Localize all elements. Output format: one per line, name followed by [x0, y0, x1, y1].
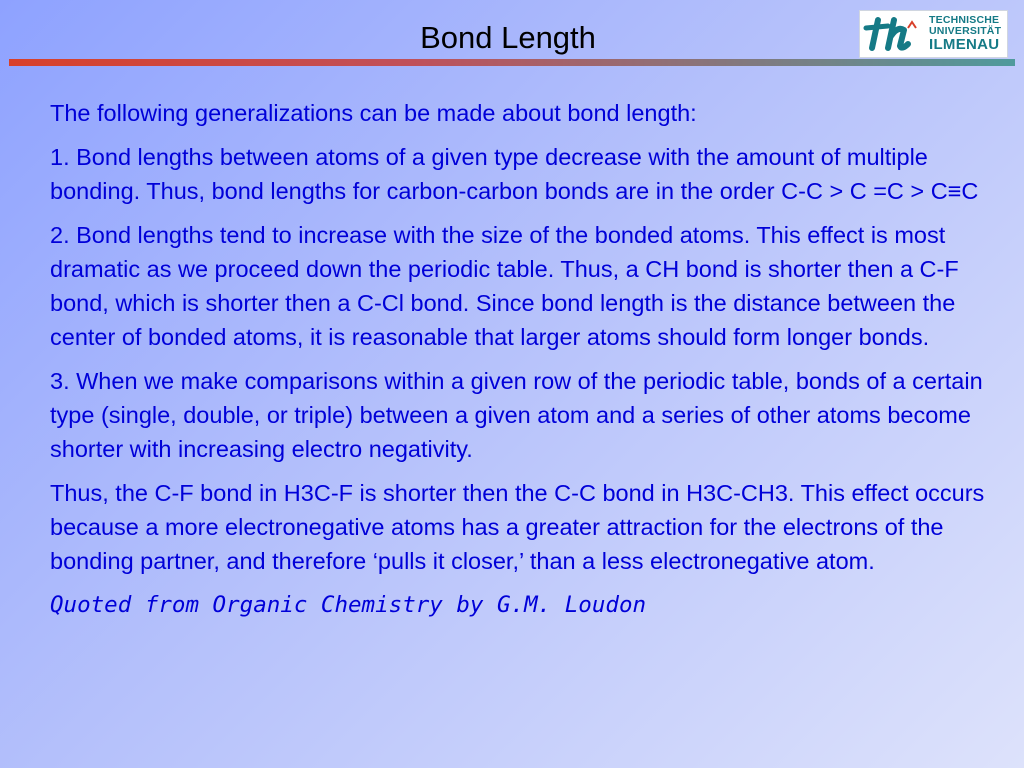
logo-line-3: ILMENAU [929, 36, 1000, 53]
title-divider-bar [9, 59, 1015, 66]
logo-line-1: TECHNISCHE [929, 14, 1000, 26]
tu-logo-mark-icon [864, 14, 928, 54]
point-1-paragraph: 1. Bond lengths between atoms of a given type decrease with the amount of multiple bonding. Thus, bond lengths for carbon-carbon bonds are in the order C-C > C =C > C≡C [50, 144, 979, 204]
logo-line-2: UNIVERSITÄT [929, 25, 1002, 37]
source-quote: Quoted from Organic Chemistry by G.M. Loudon [50, 592, 647, 618]
slide-content [50, 96, 1005, 632]
intro-paragraph: The following generalizations can be made about bond length: [50, 100, 697, 126]
point-3-paragraph: 3. When we make comparisons within a given row of the periodic table, bonds of a certain type (single, double, or triple) between a given atom and a series of other atoms become shorter with increasing electro negativity. [50, 368, 983, 462]
logo [859, 10, 1008, 58]
point-2-paragraph: 2. Bond lengths tend to increase with the size of the bonded atoms. This effect is most dramatic as we proceed down the periodic table. Thus, a CH bond is shorter then a C-F bond, which is shorter then a C-Cl bond. Since bond length is the distance between the center of bonded atoms, it is reasonable that larger atoms should form longer bonds. [50, 222, 959, 350]
logo-mark-text: tu [928, 54, 929, 55]
slide-title: Bond Length [420, 20, 596, 55]
point-4-paragraph: Thus, the C-F bond in H3C-F is shorter then the C-C bond in H3C-CH3. This effect occurs because a more electronegative atoms has a greater attraction for the electrons of the bonding partner, and therefore ‘pulls it closer,’ than a less electronegative atom. [50, 480, 985, 574]
